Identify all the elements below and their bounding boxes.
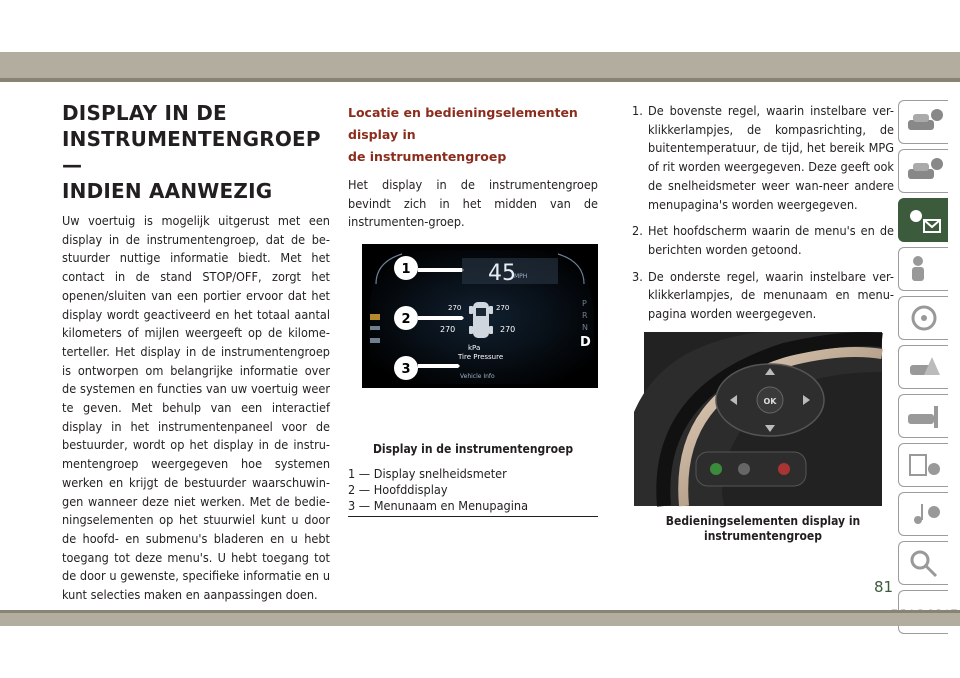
callout-1-label: 1 [401, 262, 411, 277]
tab-maintenance[interactable] [898, 394, 948, 438]
list-item-number: 2. [632, 223, 643, 239]
tab-safety[interactable] [898, 247, 948, 291]
ok-label: OK [763, 397, 777, 406]
car-road-icon [904, 351, 944, 383]
bottom-band-line [0, 610, 960, 613]
steering-wheel-controls-photo [644, 332, 882, 506]
list-item-number: 3. [632, 268, 643, 284]
section-title-line: INSTRUMENTENGROEP — [62, 127, 321, 177]
steering-wheel-icon [904, 302, 944, 334]
menu-name: Vehicle Info [460, 373, 495, 380]
figure2-caption [644, 514, 882, 544]
tab-instrument-panel[interactable] [898, 198, 948, 242]
figure1-caption: Display in de instrumentengroep [372, 442, 574, 456]
gear-p: P [582, 299, 587, 308]
location-heading-line: de instrumentengroep [348, 149, 507, 164]
list-item-text: De onderste regel, waarin instelbare ver-klikkerlampjes, de menunaam en menu-pagina worden weergegeven. [648, 268, 894, 322]
car-info-icon [904, 106, 944, 138]
list-item-text: Het hoofdscherm waarin de menu's en de berichten worden getoond. [648, 223, 894, 257]
callout-2-label: 2 [401, 312, 411, 327]
location-text: Het display in de instrumentengroep bevindt zich in het midden van de instrumenten-groep. [348, 177, 598, 230]
music-nav-icon [904, 498, 944, 530]
voice-icon[interactable] [738, 463, 750, 475]
car-wrench-icon [904, 400, 944, 432]
legend-divider [348, 516, 598, 517]
phone-hangup-icon[interactable] [778, 463, 790, 475]
location-column [348, 102, 598, 232]
telltale-icon [370, 314, 380, 320]
tab-customer-assistance[interactable] [898, 541, 948, 585]
tire-front-left: 270 [448, 304, 462, 312]
list-item [632, 222, 894, 259]
tab-multimedia[interactable] [898, 492, 948, 536]
list-gear-icon [904, 449, 944, 481]
tab-driving[interactable] [898, 296, 948, 340]
top-band-line [0, 78, 960, 82]
section-column [62, 100, 330, 605]
location-heading [348, 102, 598, 168]
list-item [632, 102, 894, 214]
location-heading-line: Locatie en bedieningselementen display in [348, 105, 578, 142]
legend-item: 3 — Menunaam en Menupagina [348, 498, 529, 513]
section-title-line: DISPLAY IN DE [62, 101, 227, 125]
tire-rear-left: 270 [440, 325, 456, 334]
list-item [632, 268, 894, 324]
tab-car-warning[interactable] [898, 149, 948, 193]
search-icon [904, 547, 944, 579]
tab-car-info[interactable] [898, 100, 948, 144]
instrument-cluster-photo [362, 244, 598, 388]
legend-item: 2 — Hoofddisplay [348, 482, 448, 497]
legend-item: 1 — Display snelheidsmeter [348, 466, 507, 481]
menu-title: Tire Pressure [458, 353, 504, 361]
car-warning-icon [904, 155, 944, 187]
pressure-unit: kPa [468, 344, 481, 352]
tire-rear-right: 270 [500, 325, 516, 334]
bottom-band [0, 610, 960, 626]
page-number: 81 [874, 578, 894, 596]
figure2-caption-line: Bedieningselementen display in [665, 514, 861, 528]
tab-emergency[interactable] [898, 345, 948, 389]
list-column [632, 102, 894, 332]
list-item-number: 1. [632, 103, 643, 118]
figure1-legend [348, 466, 598, 514]
speed-unit: MPH [514, 273, 528, 280]
chapter-tabs [898, 100, 950, 639]
tab-specifications[interactable] [898, 443, 948, 487]
section-title [62, 100, 330, 204]
speed-value: 45 [488, 261, 516, 286]
section-title-line: INDIEN AANWEZIG [62, 179, 273, 203]
telltale-icon [370, 338, 380, 343]
tire-front-right: 270 [496, 304, 510, 312]
airbag-seat-icon [904, 253, 944, 285]
section-intro-text: Uw voertuig is mogelijk uitgerust met een display in de instrumentengroep, dat de be-stuurder nuttige informatie biedt. Met het contact in de stand STOP/OFF, zorgt het openen/sluiten van een portier ervoor dat het display wordt geactiveerd en het totaal aantal kilometers of mijlen weergeeft op de kilome-terteller. Het display in de instrumentengroep is ontworpen om belangrijke informatie over de systemen en functies van uw voertuig weer te geven. Met behulp van een interactief display in het instrumentenpaneel voor de bestuurder, wordt op het display in de instru-mentengroep weergegeven hoe systemen werken en krijgt de bestuurder waarschuwin-gen wanneer deze niet werken. Met de bedie-ningselementen op het stuurwiel kunt u door de hoofd- en submenu's bladeren en u hebt toegang tot deze menu's. U hebt toegang tot de door u gewenste, specifieke informatie en u kunt selecties maken en aanpassingen doen. [62, 213, 330, 603]
list-item-text: De bovenste regel, waarin instelbare ver-klikkerlampjes, de kompasrichting, de buitentemperatuur, de tijd, het bereik MPG of rit worden weergegeven. Deze geeft ook de snelheidsmeter weer wan-neer andere menupagina's worden weergegeven. [648, 103, 894, 212]
telltale-icon [370, 326, 380, 330]
callout-3-label: 3 [401, 362, 411, 377]
dashboard-light-mail-icon [904, 204, 944, 236]
gear-n: N [582, 323, 588, 332]
display-lines-list [632, 102, 894, 324]
gear-r: R [582, 311, 588, 320]
cluster-display-graphic [362, 244, 598, 388]
phone-answer-icon[interactable] [710, 463, 722, 475]
top-band [0, 52, 960, 82]
steering-wheel-graphic [644, 332, 882, 506]
figure2-caption-line: instrumentengroep [704, 529, 822, 543]
gear-selected: D [580, 335, 591, 350]
